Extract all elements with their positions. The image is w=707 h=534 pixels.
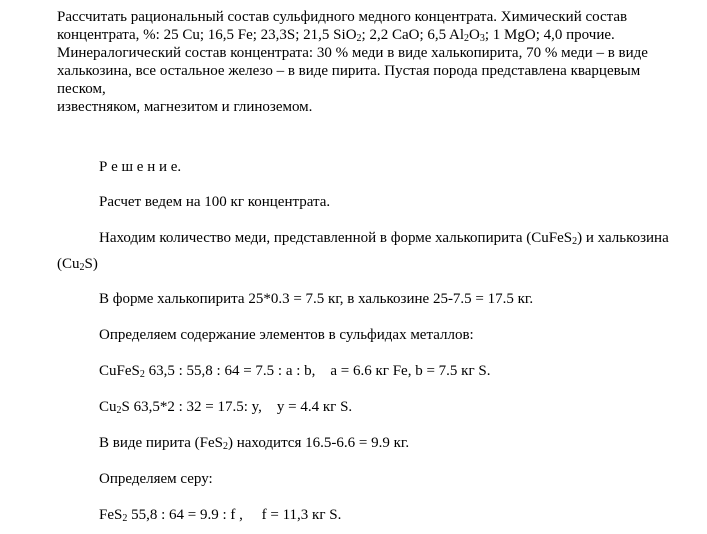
cufes2-calculation	[99, 362, 490, 380]
text-run: CuFeS	[99, 363, 140, 379]
subscript: 2	[79, 262, 85, 273]
solution-heading: Р е ш е н и е.	[99, 159, 182, 175]
problem-line-1: Рассчитать рациональный состав сульфидного медного концентрата. Химический состав	[57, 9, 628, 25]
text-run: Cu	[99, 399, 117, 415]
problem-line-5: известняком, магнезитом и глиноземом.	[57, 99, 313, 115]
subscript: 2	[572, 236, 578, 247]
problem-line-3: Минералогический состав концентрата: 30 % меди в виде халькопирита, 70 % меди – в виде	[57, 45, 648, 61]
fes2-calculation	[99, 506, 341, 524]
text-run: ) и халькозина	[577, 230, 669, 246]
subscript: 2	[122, 513, 128, 524]
problem-statement	[57, 8, 687, 116]
determine-elements: Определяем содержание элементов в сульфидах металлов:	[99, 327, 474, 343]
subscript: 2	[464, 33, 470, 44]
subscript: 2	[139, 369, 145, 380]
text-run: S 63,5*2 : 32 = 17.5: y, y = 4.4 кг S.	[121, 399, 353, 415]
subscript: 2	[222, 441, 228, 452]
determine-sulfur: Определяем серу:	[99, 471, 213, 487]
text-run: концентрата, %: 25 Cu; 16,5 Fe; 23,3S; 21,5 SiO	[57, 27, 357, 43]
text-run: ; 2,2 CaO; 6,5 Al	[361, 27, 465, 43]
subscript: 2	[356, 33, 362, 44]
text-run: 63,5 : 55,8 : 64 = 7.5 : a : b, a = 6.6 кг Fe, b = 7.5 кг S.	[144, 363, 491, 379]
copper-forms-line-1	[99, 229, 669, 247]
copper-forms-line-2	[57, 255, 98, 273]
text-run: FeS	[99, 507, 123, 523]
problem-line-2	[57, 26, 687, 44]
problem-line-4: халькозина, все остальное железо – в виде пирита. Пустая порода представлена кварцевым песком,	[57, 63, 641, 97]
subscript: 2	[116, 405, 122, 416]
text-run: ) находится 16.5-6.6 = 9.9 кг.	[227, 435, 410, 451]
text-run: (Cu	[57, 256, 80, 272]
pyrite-iron	[99, 434, 409, 452]
calculation-basis: Расчет ведем на 100 кг концентрата.	[99, 194, 331, 210]
text-run: ; 1 MgO; 4,0 прочие.	[484, 27, 615, 43]
cu2s-calculation	[99, 398, 352, 416]
text-run: O	[469, 27, 480, 43]
text-run: 55,8 : 64 = 9.9 : f , f = 11,3 кг S.	[127, 507, 342, 523]
chalcopyrite-chalcocite-amounts: В форме халькопирита 25*0.3 = 7.5 кг, в халькозине 25-7.5 = 17.5 кг.	[99, 291, 534, 307]
subscript: 3	[479, 33, 485, 44]
text-run: В виде пирита (FeS	[99, 435, 223, 451]
text-run: Находим количество меди, представленной в форме халькопирита (CuFeS	[99, 230, 573, 246]
text-run: S)	[84, 256, 98, 272]
